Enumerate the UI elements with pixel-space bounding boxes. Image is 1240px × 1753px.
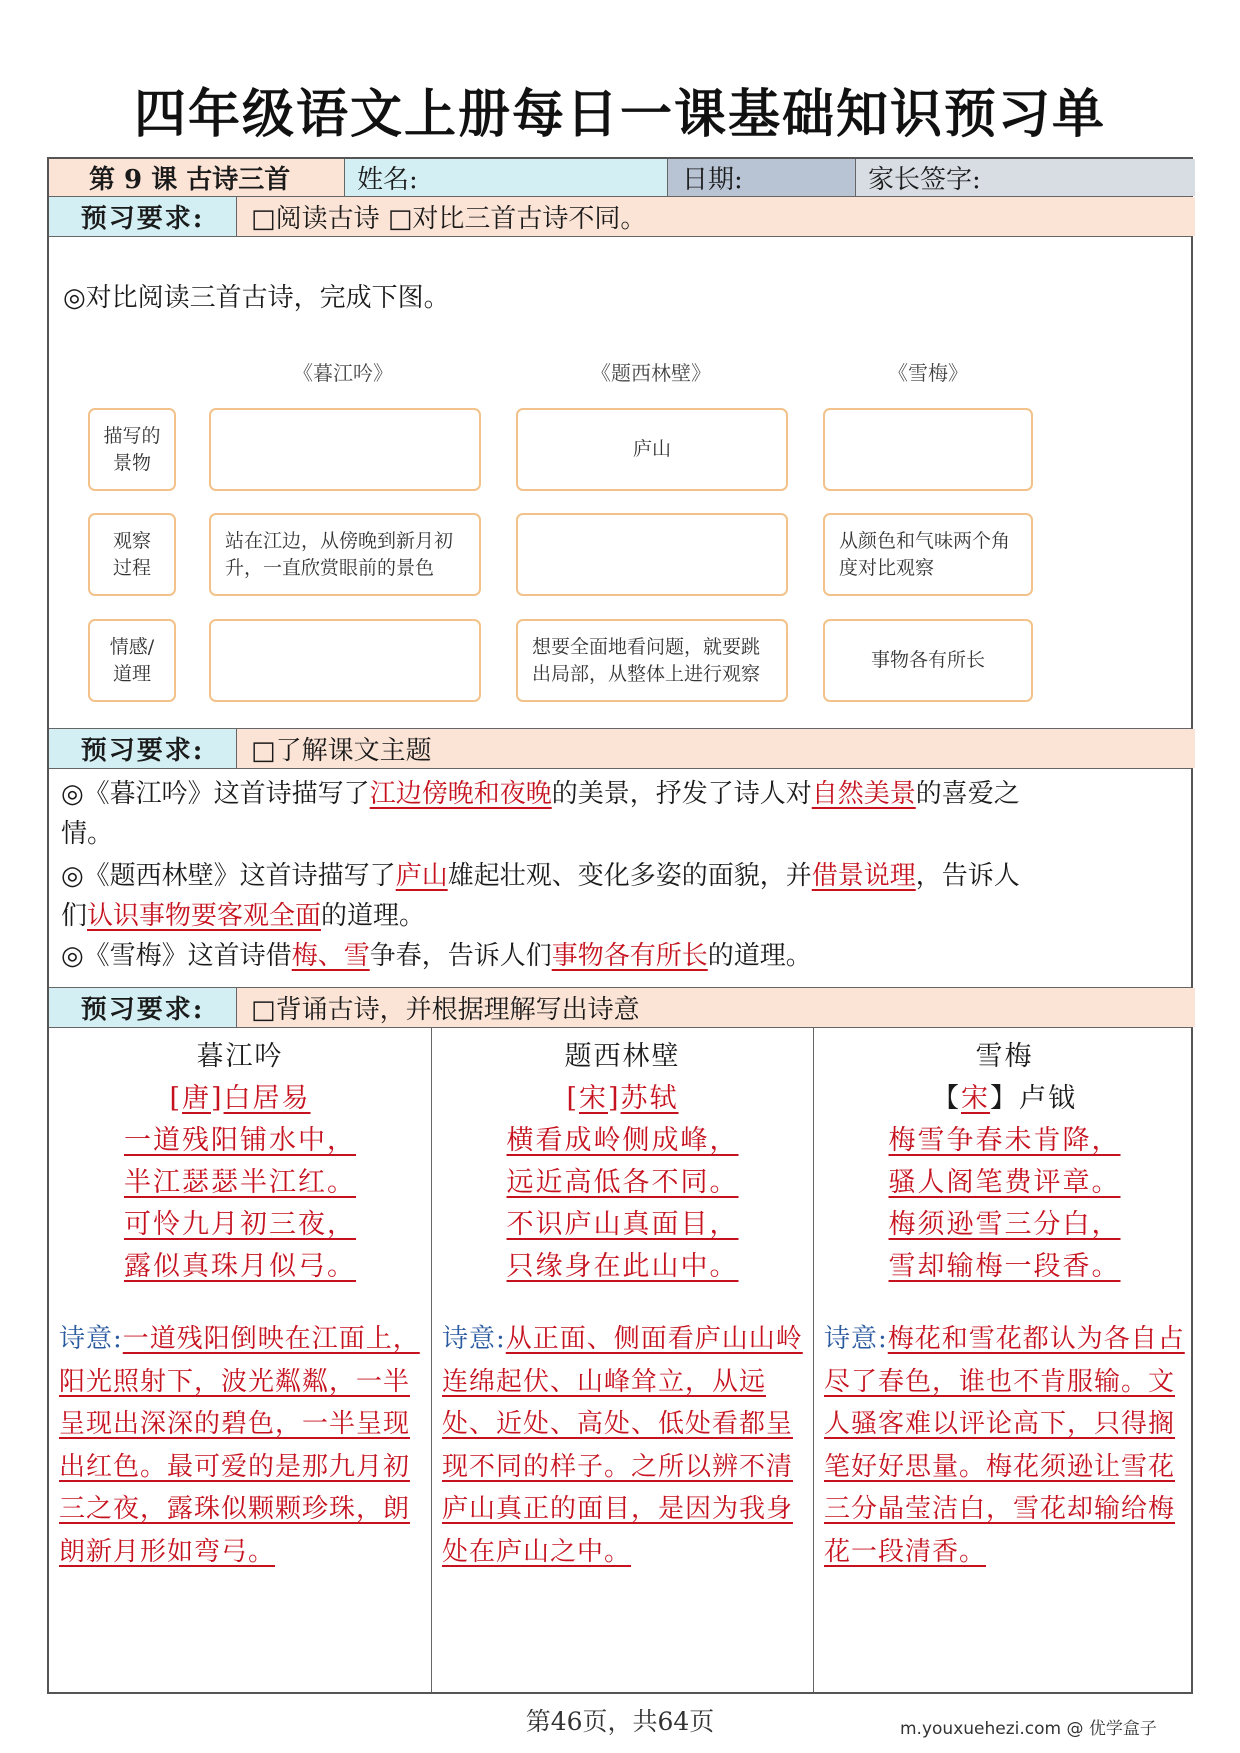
poem-line: 只缘身在此山中。	[506, 1251, 739, 1282]
answer-blank: 借景说理	[811, 861, 916, 891]
requirement-row-3	[49, 988, 1191, 1028]
page-number: 第46页，共64页	[525, 1707, 715, 1736]
parent-signature-field[interactable]: 家长签字:	[855, 159, 1195, 196]
poem-line: 横看成岭侧成峰，	[506, 1125, 739, 1156]
poem-meaning: 诗意:梅花和雪花都认为各自占尽了春色，谁也不肯服输。文人骚客难以评论高下，只得搁笔好好思量。梅花须逊让雪花三分晶莹洁白，雪花却输给梅花一段清香。	[824, 1324, 1185, 1567]
page-title: 四年级语文上册每日一课基础知识预习单	[133, 85, 1106, 145]
answer-box[interactable]	[209, 619, 481, 702]
poem-meaning: 诗意:一道残阳倒映在江面上，阳光照射下，波光粼粼，一半呈现出深深的碧色，一半呈现出红色。最可爱的是那九月初三之夜，露珠似颗颗珍珠，朗朗新月形如弯弓。	[59, 1324, 420, 1567]
poem-meaning: 诗意:从正面、侧面看庐山山岭连绵起伏、山峰耸立，从远处、近处、高处、低处看都呈现不同的样子。之所以辨不清庐山真正的面目，是因为我身处在庐山之中。	[442, 1324, 803, 1567]
answer-box[interactable]: 庐山	[516, 408, 788, 491]
poem-lines	[432, 1120, 813, 1288]
requirement-checklist[interactable]: □背诵古诗，并根据理解写出诗意	[236, 988, 1195, 1027]
poem-column-1	[49, 1028, 431, 1692]
requirement-checklist[interactable]: □阅读古诗 □对比三首古诗不同。	[236, 197, 1195, 236]
answer-box[interactable]	[516, 513, 788, 596]
answer-box[interactable]: 想要全面地看问题，就要跳出局部，从整体上进行观察	[516, 619, 788, 702]
header-row	[49, 159, 1191, 197]
poem-header-2: 《题西林壁》	[591, 361, 711, 385]
poem-title: 题西林壁	[564, 1041, 681, 1072]
poem-line: 梅雪争春未肯降，	[888, 1125, 1121, 1156]
answer-blank: 自然美景	[811, 779, 916, 809]
poem-line: 可怜九月初三夜，	[124, 1209, 356, 1240]
poem-author: [宋]苏轼	[566, 1083, 679, 1114]
answer-box[interactable]: 站在江边，从傍晚到新月初升，一直欣赏眼前的景色	[209, 513, 481, 596]
poem-line: 半江瑟瑟半江红。	[124, 1167, 356, 1198]
requirement-checklist[interactable]: □了解课文主题	[236, 729, 1195, 768]
poem-lines	[49, 1120, 431, 1288]
row-label-observation: 观察 过程	[88, 513, 176, 596]
poem-author: [唐]白居易	[169, 1083, 311, 1114]
comparison-chart	[49, 237, 1191, 729]
poem-column-3	[813, 1028, 1195, 1692]
poem-line: 梅须逊雪三分白，	[888, 1209, 1121, 1240]
poem-line: 露似真珠月似弓。	[124, 1251, 356, 1282]
poem-lines	[814, 1120, 1195, 1288]
answer-box[interactable]: 事物各有所长	[823, 619, 1033, 702]
site-watermark: m.youxuehezi.com @ 优学盒子	[900, 1719, 1157, 1739]
requirement-label: 预习要求:	[49, 988, 236, 1027]
poem-header-3: 《雪梅》	[888, 361, 968, 385]
theme-line: 情。	[61, 819, 114, 849]
theme-line: ◎《暮江吟》这首诗描写了江边傍晚和夜晚的美景，抒发了诗人对自然美景的喜爱之	[61, 779, 1020, 809]
requirement-row-2	[49, 729, 1191, 769]
answer-blank: 江边傍晚和夜晚	[369, 779, 552, 809]
poem-line: 骚人阁笔费评章。	[888, 1167, 1121, 1198]
date-field[interactable]: 日期:	[667, 159, 855, 196]
row-label-scenery: 描写的 景物	[88, 408, 176, 491]
name-field[interactable]: 姓名:	[344, 159, 667, 196]
poem-line: 一道残阳铺水中，	[124, 1125, 356, 1156]
requirement-label: 预习要求:	[49, 197, 236, 236]
poem-header-1: 《暮江吟》	[293, 361, 393, 385]
answer-blank: 事物各有所长	[551, 941, 708, 971]
poem-line: 雪却输梅一段香。	[888, 1251, 1121, 1282]
poem-title: 暮江吟	[196, 1041, 284, 1072]
theme-section	[49, 769, 1191, 988]
poem-author: 【宋】卢钺	[932, 1083, 1077, 1114]
theme-line: ◎《雪梅》这首诗借梅、雪争春，告诉人们事物各有所长的道理。	[61, 941, 812, 971]
answer-blank: 认识事物要客观全面	[87, 901, 322, 931]
answer-box[interactable]	[823, 408, 1033, 491]
poem-title: 雪梅	[975, 1041, 1034, 1072]
answer-blank: 庐山	[395, 861, 448, 891]
answer-box[interactable]	[209, 408, 481, 491]
chart-intro: ◎对比阅读三首古诗，完成下图。	[63, 283, 450, 313]
row-label-emotion: 情感/ 道理	[88, 619, 176, 702]
poem-column-2	[431, 1028, 813, 1692]
theme-line: 们认识事物要客观全面的道理。	[61, 901, 426, 931]
worksheet	[47, 157, 1193, 1694]
lesson-title: 第 9 课 古诗三首	[49, 159, 344, 196]
requirement-label: 预习要求:	[49, 729, 236, 768]
theme-line: ◎《题西林壁》这首诗描写了庐山雄起壮观、变化多姿的面貌，并借景说理，告诉人	[61, 861, 1020, 891]
requirement-row-1	[49, 197, 1191, 237]
poem-line: 不识庐山真面目，	[506, 1209, 739, 1240]
poem-section	[49, 1028, 1191, 1692]
poem-line: 远近高低各不同。	[506, 1167, 739, 1198]
answer-blank: 梅、雪	[291, 941, 370, 971]
answer-box[interactable]: 从颜色和气味两个角度对比观察	[823, 513, 1033, 596]
